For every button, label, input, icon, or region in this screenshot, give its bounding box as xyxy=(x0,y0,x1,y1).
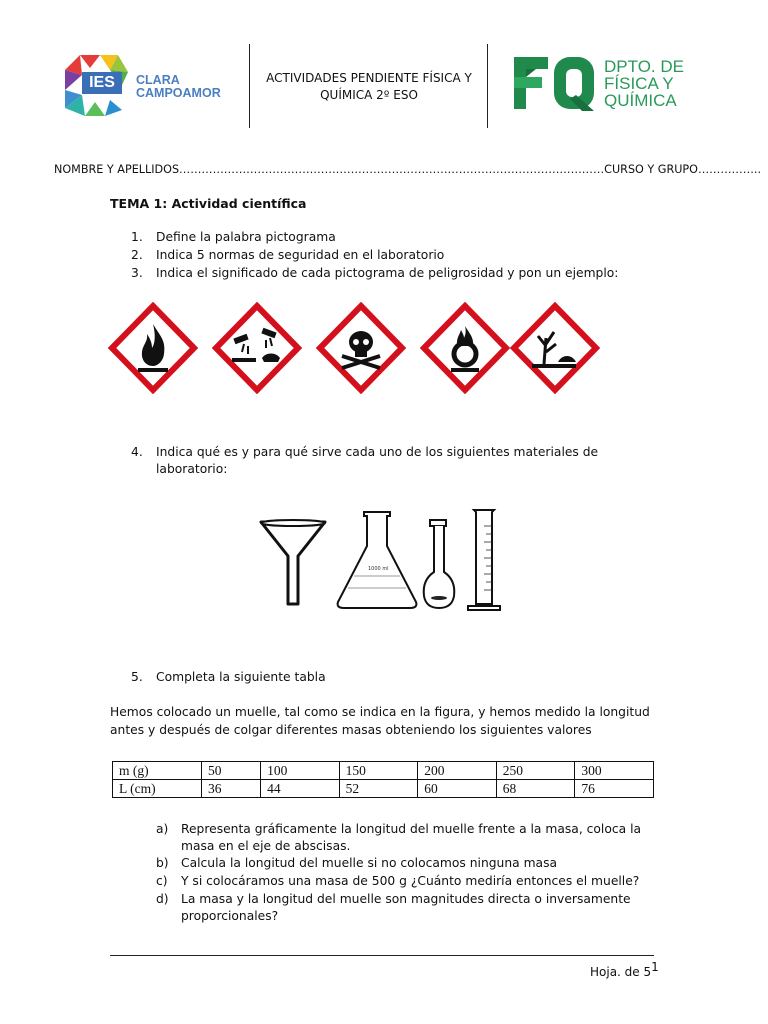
question-number: 3. xyxy=(131,266,143,280)
graduated-cylinder-icon xyxy=(464,506,504,614)
table-cell: 300 xyxy=(575,762,654,780)
table-cell: 150 xyxy=(339,762,418,780)
footer-divider xyxy=(110,955,654,956)
volumetric-flask-icon xyxy=(420,518,458,610)
erlenmeyer-flask-icon xyxy=(334,508,420,612)
corrosive-icon xyxy=(212,302,302,394)
table-cell: 68 xyxy=(496,780,575,798)
question-text: Indica el significado de cada pictograma de peligrosidad y pon un ejemplo: xyxy=(156,266,619,280)
header-divider-right xyxy=(487,44,488,128)
question-1 xyxy=(131,229,651,246)
header-divider-left xyxy=(249,44,250,128)
fq-logo-icon xyxy=(512,55,597,111)
subquestion-text-line2: proporcionales? xyxy=(181,909,279,923)
footer-text: Hoja. de 5 xyxy=(590,965,652,979)
table-cell: 60 xyxy=(418,780,497,798)
question-text: Indica 5 normas de seguridad en el laboratorio xyxy=(156,248,445,262)
subquestion-a xyxy=(156,821,656,855)
page-footer xyxy=(590,960,659,979)
subquestion-letter: b) xyxy=(156,856,169,870)
skull-crossbones-icon xyxy=(316,302,406,394)
subquestion-text-line1: Y si colocáramos una masa de 500 g ¿Cuánto mediría entonces el muelle? xyxy=(181,874,640,888)
dept-name-line3: QUÍMICA xyxy=(604,91,677,110)
question-text-line2: laboratorio: xyxy=(156,462,228,476)
table-cell: 100 xyxy=(261,762,340,780)
question-3 xyxy=(131,265,651,282)
section-title: TEMA 1: Actividad científica xyxy=(110,196,307,211)
subquestion-text-line1: La masa y la longitud del muelle son magnitudes directa o inversamente xyxy=(181,892,631,906)
lab-materials xyxy=(258,500,508,618)
department-logo xyxy=(512,55,712,115)
oxidizer-icon xyxy=(420,302,510,394)
question-text: Define la palabra pictograma xyxy=(156,230,336,244)
name-and-group-line: NOMBRE Y APELLIDOS……………………………………………………………………………………………………CURSO Y GRUPO…………….. xyxy=(54,163,762,176)
school-logo xyxy=(60,50,240,120)
page-number: 1 xyxy=(651,960,659,974)
table-cell: 200 xyxy=(418,762,497,780)
document-title: ACTIVIDADES PENDIENTE FÍSICA Y QUÍMICA 2º ESO xyxy=(266,71,472,102)
hazard-pictograms xyxy=(108,302,608,394)
flame-icon xyxy=(108,302,198,394)
subquestion-text-line1: Calcula la longitud del muelle si no colocamos ninguna masa xyxy=(181,856,558,870)
question-number: 5. xyxy=(131,670,143,684)
table-header-cell: L (cm) xyxy=(113,780,202,798)
table-cell: 50 xyxy=(202,762,261,780)
subquestion-c xyxy=(156,873,656,890)
table-cell: 44 xyxy=(261,780,340,798)
school-name-line2: CAMPOAMOR xyxy=(136,86,221,100)
paragraph-line1: Hemos colocado un muelle, tal como se indica en la figura, y hemos medido la longitud xyxy=(110,705,650,719)
subquestion-letter: d) xyxy=(156,892,169,906)
question-5 xyxy=(131,669,651,686)
subquestion-text-line1: Representa gráficamente la longitud del muelle frente a la masa, coloca la xyxy=(181,822,642,836)
dept-name-line2: FÍSICA Y xyxy=(604,74,674,93)
paragraph-line2: antes y después de colgar diferentes masas obteniendo los siguientes valores xyxy=(110,723,592,737)
question-text: Completa la siguiente tabla xyxy=(156,670,326,684)
table-row xyxy=(113,780,654,798)
subquestion-b xyxy=(156,855,656,872)
question-2 xyxy=(131,247,651,264)
subquestion-d xyxy=(156,891,656,925)
subquestion-letter: c) xyxy=(156,874,168,888)
subquestion-letter: a) xyxy=(156,822,169,836)
dept-name-line1: DPTO. DE xyxy=(604,57,684,76)
question-number: 1. xyxy=(131,230,143,244)
flask-label: 1000 ml xyxy=(368,566,389,572)
table-row xyxy=(113,762,654,780)
question-number: 4. xyxy=(131,445,143,459)
table-cell: 36 xyxy=(202,780,261,798)
subquestion-text-line2: masa en el eje de abscisas. xyxy=(181,839,351,853)
school-badge: IES xyxy=(82,72,122,94)
school-name-line1: CLARA xyxy=(136,73,180,87)
funnel-icon xyxy=(258,518,328,610)
question-text-line1: Indica qué es y para qué sirve cada uno de los siguientes materiales de xyxy=(156,445,599,459)
question-number: 2. xyxy=(131,248,143,262)
environment-hazard-icon xyxy=(510,302,600,394)
table-cell: 250 xyxy=(496,762,575,780)
table-cell: 52 xyxy=(339,780,418,798)
mass-length-table xyxy=(112,761,654,798)
question-4 xyxy=(131,444,651,478)
table-header-cell: m (g) xyxy=(113,762,202,780)
table-cell: 76 xyxy=(575,780,654,798)
